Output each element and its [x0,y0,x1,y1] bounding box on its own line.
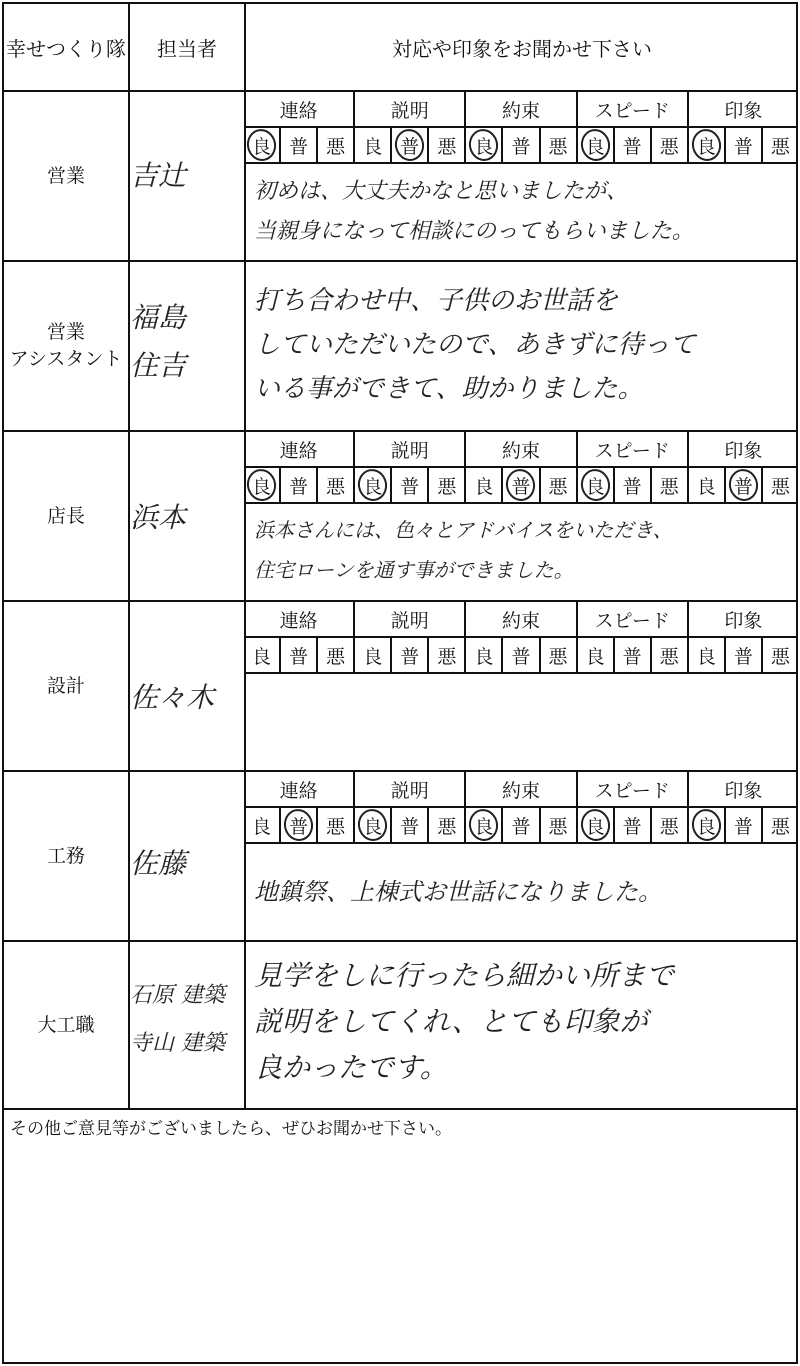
rating-row[interactable] [244,468,798,504]
rating-cell[interactable]: 普 [726,128,763,162]
rating-cell[interactable]: 悪 [429,468,466,502]
category-explanation: 説明 [355,92,466,126]
rating-cell[interactable]: 悪 [429,128,466,162]
role-carpenter: 大工職 [37,1013,95,1036]
rating-cell[interactable]: 良 [244,128,281,162]
category-contact: 連絡 [244,772,355,806]
rating-cell[interactable]: 良 [355,468,392,502]
comment-line: 当親身になって相談にのってもらいました。 [254,219,694,244]
rating-cell[interactable]: 悪 [770,815,790,838]
rating-grid-design [244,602,798,770]
category-impression: 印象 [724,779,763,802]
rating-cell[interactable]: 悪 [541,468,578,502]
category-row [244,432,798,468]
header-team: 幸せつくり隊 [6,36,126,61]
category-row [244,772,798,808]
rating-cell[interactable]: 普 [281,128,318,162]
category-promise: 約束 [466,602,577,636]
rating-cell[interactable]: 普 [503,128,540,162]
staff-name-store-manager: 浜本 [130,501,187,534]
survey-sheet [2,2,798,1364]
rating-cell[interactable]: 普 [615,808,652,842]
category-speed: スピード [578,92,689,126]
rating-grid-store-manager [244,432,798,600]
rating-cell[interactable]: 普 [392,638,429,672]
rating-cell[interactable]: 普 [503,468,540,502]
category-impression: 印象 [724,99,763,122]
category-explanation: 説明 [355,432,466,466]
comment-line: 住宅ローンを通す事ができました。 [254,558,574,582]
role-store-manager: 店長 [46,504,85,527]
category-impression: 印象 [724,439,763,462]
rating-cell[interactable]: 悪 [318,468,355,502]
rating-cell[interactable]: 良 [244,468,281,502]
rating-grid-sales [244,92,798,260]
category-speed: スピード [578,602,689,636]
rating-cell[interactable]: 良 [244,808,281,842]
rating-cell[interactable]: 悪 [770,475,790,498]
rating-cell[interactable]: 悪 [318,638,355,672]
rating-cell[interactable]: 普 [726,638,763,672]
rating-cell[interactable]: 悪 [318,808,355,842]
comment-line: していただいたので、あきずに待って [254,330,696,360]
comment-line: 良かったです。 [254,1051,448,1084]
staff-name-sales: 吉辻 [130,159,187,192]
rating-cell[interactable]: 悪 [318,128,355,162]
rating-cell[interactable]: 普 [615,128,652,162]
rating-cell[interactable]: 良 [578,638,615,672]
rating-cell[interactable]: 悪 [770,645,790,668]
rating-cell[interactable]: 悪 [652,128,689,162]
role-sales: 営業 [46,164,85,187]
rating-cell[interactable]: 良 [578,808,615,842]
rating-cell[interactable]: 悪 [541,638,578,672]
rating-cell[interactable]: 普 [392,128,429,162]
rating-cell[interactable]: 良 [689,128,726,162]
staff-name-construction: 佐藤 [130,847,187,880]
other-comments-prompt: その他ご意見等がございましたら、ぜひお聞かせ下さい。 [10,1119,452,1139]
rating-cell[interactable]: 良 [689,468,726,502]
rating-cell[interactable]: 普 [615,638,652,672]
category-promise: 約束 [466,432,577,466]
other-comments-area[interactable] [4,1144,796,1360]
category-contact: 連絡 [244,432,355,466]
rating-cell[interactable]: 普 [615,468,652,502]
rating-cell[interactable]: 良 [689,638,726,672]
category-contact: 連絡 [244,92,355,126]
comment-line: 地鎮祭、上棟式お世話になりました。 [254,878,662,906]
rating-row[interactable] [244,638,798,674]
category-explanation: 説明 [355,602,466,636]
rating-cell[interactable]: 普 [503,638,540,672]
role-design: 設計 [46,674,85,697]
category-promise: 約束 [466,772,577,806]
category-speed: スピード [578,772,689,806]
rating-cell[interactable]: 悪 [541,128,578,162]
rating-cell[interactable]: 普 [503,808,540,842]
rating-cell[interactable]: 良 [466,128,503,162]
rating-cell[interactable]: 悪 [429,638,466,672]
rating-row[interactable] [244,808,798,844]
rating-cell[interactable]: 悪 [652,808,689,842]
rating-cell[interactable]: 普 [392,808,429,842]
comment-line: 浜本さんには、色々とアドバイスをいただき、 [254,518,673,542]
category-promise: 約束 [466,92,577,126]
rating-cell[interactable]: 普 [392,468,429,502]
role-construction: 工務 [46,844,85,867]
rating-cell[interactable]: 普 [726,808,763,842]
rating-cell[interactable]: 良 [355,128,392,162]
comment-box-carpenter [244,942,798,1108]
rating-cell[interactable]: 普 [281,468,318,502]
rating-cell[interactable]: 悪 [770,135,790,158]
category-explanation: 説明 [355,772,466,806]
category-impression: 印象 [724,609,763,632]
rating-cell[interactable]: 良 [466,638,503,672]
comment-box-sales-assistant [244,262,798,430]
header-impression: 対応や印象をお聞かせ下さい [392,36,652,61]
rating-cell[interactable]: 悪 [429,808,466,842]
comment-line: 見学をしに行ったら細かい所まで [254,959,675,992]
rating-cell[interactable]: 悪 [652,468,689,502]
staff-name-sales-assistant: 福島 住吉 [130,301,187,382]
comment-line: 説明をしてくれ、とても印象が [254,1005,648,1038]
category-row [244,602,798,638]
row-divider [4,1108,796,1110]
rating-cell[interactable]: 良 [244,638,281,672]
rating-cell[interactable]: 良 [466,808,503,842]
rating-cell[interactable]: 普 [726,468,763,502]
comment-line: 打ち合わせ中、子供のお世話を [254,286,619,316]
rating-cell[interactable]: 良 [355,808,392,842]
header-staff: 担当者 [157,36,217,61]
role-sales-assistant: 営業 アシスタント [9,321,123,370]
category-contact: 連絡 [244,602,355,636]
category-row [244,92,798,128]
rating-cell[interactable]: 良 [578,128,615,162]
rating-cell[interactable]: 良 [466,468,503,502]
staff-name-design: 佐々木 [130,681,215,714]
rating-cell[interactable]: 良 [578,468,615,502]
rating-cell[interactable]: 普 [281,638,318,672]
category-speed: スピード [578,432,689,466]
rating-row[interactable] [244,128,798,164]
rating-cell[interactable]: 良 [689,808,726,842]
rating-cell[interactable]: 悪 [541,808,578,842]
rating-cell[interactable]: 普 [281,808,318,842]
comment-line: いる事ができて、助かりました。 [254,374,644,404]
rating-grid-construction [244,772,798,940]
rating-cell[interactable]: 良 [355,638,392,672]
rating-cell[interactable]: 悪 [652,638,689,672]
comment-line: 初めは、大丈夫かなと思いましたが、 [254,179,629,204]
staff-name-carpenter: 石原 建築 寺山 建築 [130,983,225,1057]
